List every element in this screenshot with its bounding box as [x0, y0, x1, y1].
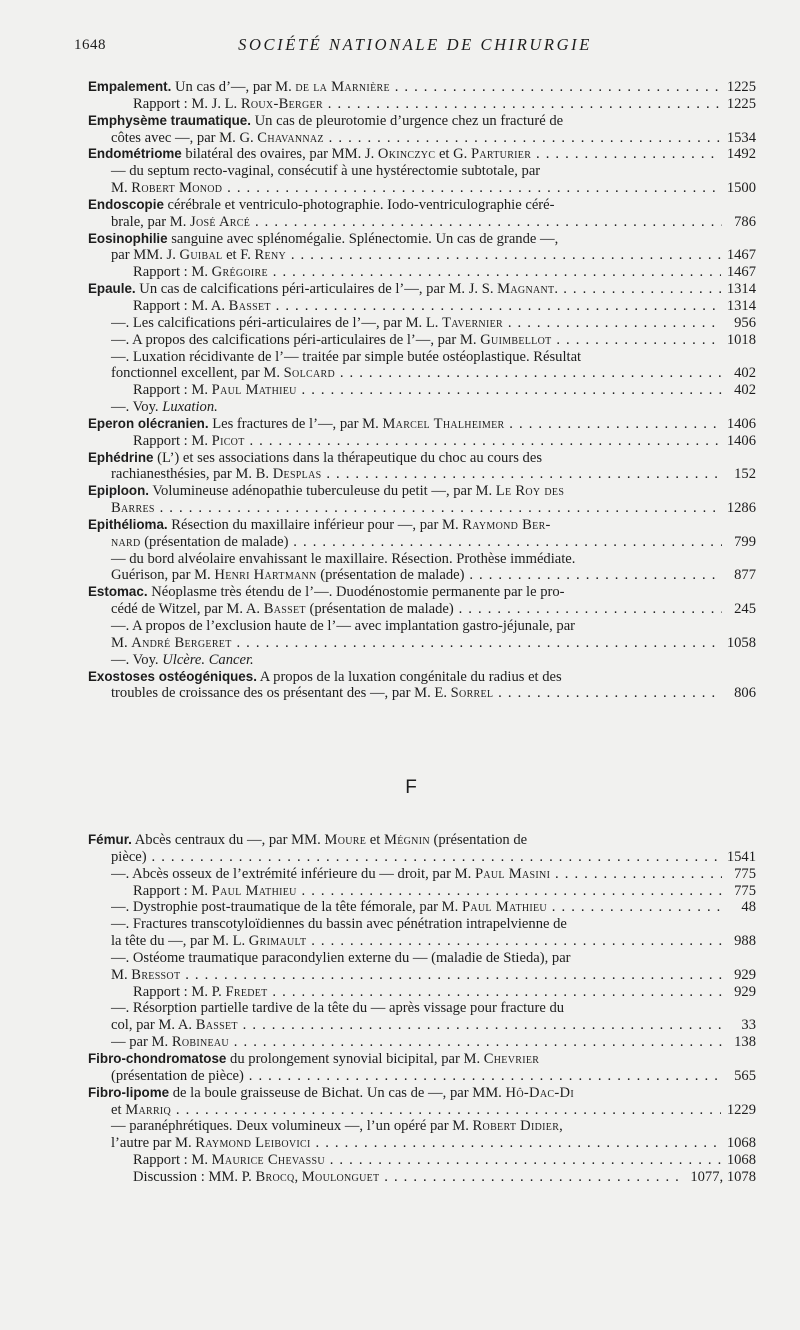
entry-text: cédé de Witzel, par M. A.: [111, 601, 264, 618]
page-reference: 152: [734, 466, 756, 483]
author-name: Chevrier: [483, 1050, 540, 1067]
index-line: [88, 315, 756, 332]
page-reference: 799: [734, 533, 756, 550]
author-name: Roux-Berger: [240, 95, 323, 112]
entry-text: — du bord alvéolaire envahissant le maxillaire. Résection. Prothèse immédiate.: [111, 550, 576, 567]
index-entry-eperon: [88, 416, 756, 450]
page-number: 1648: [74, 37, 106, 53]
index-line: [88, 399, 756, 416]
index-line: [88, 1034, 756, 1051]
entry-headword: Fibro-lipome: [88, 1084, 170, 1100]
entry-headword: Emphysème traumatique.: [88, 112, 251, 128]
entry-text: et F.: [222, 247, 255, 264]
author-name: Basset: [228, 297, 271, 314]
author-name: Henri Hartmann: [214, 567, 317, 584]
index-entry-ephedrine: [88, 450, 756, 484]
entry-text: (présentation de pièce): [111, 1067, 244, 1084]
entry-text: Guérison, par M.: [111, 567, 215, 584]
entry-text: rachianesthésies, par M. B.: [111, 466, 273, 483]
entry-text: (L’) et ses associations dans la thérapeutique du choc au cours des: [153, 449, 542, 466]
entry-text: Rapport : M.: [133, 1152, 212, 1169]
page-reference: 1225: [726, 95, 756, 112]
entry-headword: Empalement.: [88, 79, 172, 94]
entry-text: — paranéphrétiques. Deux volumineux —, l’un opéré par M.: [111, 1118, 473, 1135]
index-line: [88, 916, 756, 933]
entry-text: —. Abcès osseux de l’extrémité inférieure du — droit, par M.: [111, 865, 475, 882]
entry-text: —. Voy.: [111, 651, 163, 668]
entry-headword: Endoscopie: [88, 196, 164, 212]
index-line: [88, 1085, 756, 1102]
page-reference: 877: [734, 567, 756, 584]
page-reference: 1077, 1078: [690, 1168, 756, 1185]
entry-text: Un cas d’—, par M.: [171, 79, 296, 95]
author-name: Marcel Thalheimer: [382, 415, 505, 432]
author-name: Guimbellot: [480, 331, 552, 348]
entry-text: Discussion : MM. P.: [133, 1168, 256, 1185]
page-reference: 988: [734, 933, 756, 950]
entry-text: —. Les calcifications péri-articulaires de l’—, par M. L.: [111, 314, 443, 331]
entry-headword: Epithélioma.: [88, 516, 168, 532]
page-reference: 1225: [726, 79, 756, 95]
author-name: Chavannaz: [257, 129, 324, 146]
entry-text: — du septum recto-vaginal, consécutif à une hystérectomie subtotale, par: [111, 163, 541, 180]
page-reference: 33: [741, 1017, 756, 1034]
index-line: [88, 883, 756, 900]
index-line: [88, 517, 756, 534]
index-line: [88, 214, 756, 231]
entry-headword: Exostoses ostéogéniques.: [88, 668, 257, 684]
index-line: [88, 652, 756, 669]
entry-text: Les fractures de l’—, par M.: [208, 415, 383, 432]
entry-headword: Epiploon.: [88, 483, 149, 499]
author-name: Bressot: [131, 966, 181, 983]
index-line: [88, 1017, 756, 1034]
author-name: André Bergeret: [131, 634, 232, 651]
page-reference: 1541: [726, 848, 756, 865]
author-name: Basset: [263, 601, 306, 618]
page-reference: 1018: [726, 331, 756, 348]
entry-text: fonctionnel excellent, par M.: [111, 365, 284, 382]
entry-headword: Eosinophilie: [88, 230, 168, 246]
page-reference: 1406: [726, 415, 756, 432]
entry-text: de la boule graisseuse de Bichat. Un cas de —, par MM.: [169, 1084, 506, 1101]
index-line: [88, 1102, 756, 1119]
entry-headword: Estomac.: [88, 584, 148, 600]
index-line: [88, 298, 756, 315]
index-line: [88, 332, 756, 349]
entry-text: Rapport : M.: [133, 264, 212, 281]
page-reference: 1406: [726, 432, 756, 449]
running-title: SOCIÉTÉ NATIONALE DE CHIRURGIE: [238, 35, 592, 54]
entry-headword: Endométriome: [88, 146, 182, 162]
index-line: [88, 584, 756, 601]
entry-text: Un cas de calcifications péri-articulaires de l’—, par M. J. S.: [135, 281, 498, 298]
entry-text: par MM. J.: [111, 247, 180, 264]
entry-text: (présentation de malade): [316, 567, 465, 584]
entry-headword: Ephédrine: [88, 449, 154, 465]
entry-text: M.: [111, 634, 132, 651]
page-reference: 565: [734, 1067, 756, 1084]
page-reference: 1467: [726, 264, 756, 281]
index-line: [88, 866, 756, 883]
index-line: [88, 79, 756, 96]
section-letter: F: [405, 777, 417, 798]
author-name: Basset: [195, 1017, 238, 1034]
page-reference: 956: [734, 314, 756, 331]
index-line: [88, 984, 756, 1001]
author-name: Le Roy des: [495, 483, 565, 500]
entry-text: Résection du maxillaire inférieur pour —, par M.: [167, 516, 463, 533]
index-line: [88, 1051, 756, 1068]
index-line: [88, 832, 756, 849]
entry-text: A propos de la luxation congénitale du radius et des: [256, 668, 562, 685]
index-line: [88, 264, 756, 281]
index-line: [88, 231, 756, 248]
entry-text: Rapport : M.: [133, 432, 212, 449]
page-reference: 775: [734, 882, 756, 899]
author-name: Grégoire: [211, 264, 268, 281]
page-reference: 1229: [726, 1101, 756, 1118]
author-name: Guibal: [179, 247, 223, 264]
index-line: [88, 281, 756, 298]
page-reference: 402: [734, 365, 756, 382]
index-line: [88, 466, 756, 483]
entry-text: ,: [294, 1168, 302, 1185]
author-name: Reny: [254, 247, 286, 264]
index-line: [88, 416, 756, 433]
author-name: Okinczyc: [377, 146, 436, 163]
entry-headword: Fémur.: [88, 832, 132, 847]
author-name: Robineau: [171, 1034, 229, 1051]
index-line: [88, 1118, 756, 1135]
entry-text: —. Luxation récidivante de l’— traitée par simple butée ostéoplastique. Résultat: [111, 348, 582, 365]
page-reference: 775: [734, 865, 756, 882]
entry-text: la tête du —, par M. L.: [111, 933, 249, 950]
entry-text: —. A propos des calcifications péri-articulaires de l’—, par M.: [111, 331, 481, 348]
index-line: [88, 247, 756, 264]
author-name: Fredet: [225, 983, 268, 1000]
author-name: Marriq: [125, 1101, 172, 1118]
index-entry-fibro-lipome: [88, 1085, 756, 1186]
entry-text: pièce): [111, 848, 147, 865]
page-reference: 1068: [726, 1152, 756, 1169]
author-name: Parturier: [470, 146, 532, 163]
index-line: [88, 933, 756, 950]
author-name: Paul Mathieu: [461, 899, 547, 916]
entry-text: — par M.: [111, 1034, 172, 1051]
index-entry-emphyseme: [88, 113, 756, 147]
page-reference: 1534: [726, 129, 756, 146]
author-name: Raymond Leibovici: [195, 1135, 311, 1152]
index-entry-empalement: [88, 79, 756, 113]
entry-text: troubles de croissance des os présentant des —, par M. E.: [111, 685, 451, 702]
entry-headword: Epaule.: [88, 281, 136, 297]
entry-text: —. Voy.: [111, 399, 163, 416]
author-name: Sorrel: [450, 685, 494, 702]
entry-text: —. A propos de l’exclusion haute de l’— avec implantation gastro-jéjunale, par: [111, 618, 576, 634]
author-name: nard: [111, 533, 141, 550]
index-line: [88, 180, 756, 197]
index-line: [88, 450, 756, 467]
index-line: [88, 130, 756, 147]
index-line: [88, 849, 756, 866]
entry-text: (présentation de: [429, 832, 528, 848]
entry-text: et G.: [435, 146, 471, 163]
page-reference: 245: [734, 601, 756, 618]
author-name: Robert Monod: [131, 180, 223, 197]
index-entry-estomac: [88, 584, 756, 668]
entry-text: Volumineuse adénopathie tuberculeuse du petit —, par M.: [149, 483, 496, 500]
author-name: Paul Mathieu: [211, 382, 297, 399]
entry-text: Rapport : M. A.: [133, 297, 229, 314]
author-name: Brocq: [255, 1168, 295, 1185]
page-reference: 48: [741, 899, 756, 916]
entry-text: et: [111, 1101, 126, 1118]
author-name: Hô-Dac-Di: [505, 1084, 574, 1101]
entry-text: Un cas de pleurotomie d’urgence chez un fracturé de: [250, 112, 564, 129]
page-reference: 1058: [726, 634, 756, 651]
index-line: [88, 433, 756, 450]
index-entry-fibro-chondromatose: [88, 1051, 756, 1085]
author-name: Grimault: [248, 933, 307, 950]
entry-text: (présentation de malade): [140, 533, 289, 550]
author-name: Mégnin: [383, 832, 430, 848]
index-entry-epithelioma: [88, 517, 756, 584]
author-name: Barres: [111, 500, 155, 517]
entry-text: —. Résorption partielle tardive de la tête du — après vissage pour fracture du: [111, 1000, 565, 1017]
entry-text: du prolongement synovial bicipital, par M.: [226, 1050, 484, 1067]
page-reference: 1492: [726, 146, 756, 163]
page-reference: 929: [734, 966, 756, 983]
entry-text: M.: [111, 180, 132, 197]
author-name: Moure: [324, 832, 367, 848]
entry-text: —. Fractures transcotyloïdiennes du bassin avec pénétration intrapelvienne de: [111, 916, 567, 933]
page-reference: 1314: [726, 297, 756, 314]
index-entry-endoscopie: [88, 197, 756, 231]
index-line: [88, 967, 756, 984]
page-reference: 1314: [726, 281, 756, 298]
cross-reference: Luxation.: [162, 399, 218, 416]
index-line: [88, 1000, 756, 1017]
entry-text: —. Ostéome traumatique paracondylien externe du — (maladie de Stieda), par: [111, 949, 571, 966]
author-name: Picot: [211, 432, 245, 449]
author-name: Tavernier: [442, 314, 503, 331]
author-name: de la Marnière: [295, 79, 390, 95]
entry-text: Rapport : M. J. L.: [133, 95, 241, 112]
index-line: [88, 685, 756, 702]
page-reference: 1467: [726, 247, 756, 264]
index-line: [88, 483, 756, 500]
index-line: [88, 899, 756, 916]
index-line: [88, 534, 756, 551]
page-reference: 402: [734, 382, 756, 399]
index-line: [88, 500, 756, 517]
author-name: Paul Masini: [474, 865, 551, 882]
author-name: Desplas: [272, 466, 322, 483]
index-entry-epaule: [88, 281, 756, 416]
entry-text: sanguine avec splénomégalie. Splénectomie. Un cas de grande —,: [167, 230, 559, 247]
index-line: [88, 113, 756, 130]
index-line: [88, 146, 756, 163]
author-name: Solcard: [283, 365, 335, 382]
entry-text: (présentation de malade): [305, 601, 454, 618]
index-entry-exostoses: [88, 669, 756, 703]
index-entry-endometriome: [88, 146, 756, 197]
author-name: José Arcé: [190, 213, 251, 230]
page-reference: 1500: [726, 180, 756, 197]
index-list-e: [88, 79, 756, 702]
index-line: [88, 382, 756, 399]
page-reference: 806: [734, 685, 756, 702]
author-name: Maurice Chevassu: [211, 1152, 325, 1169]
entry-text: col, par M. A.: [111, 1017, 196, 1034]
index-line: [88, 618, 756, 635]
entry-text: Rapport : M.: [133, 882, 212, 899]
entry-text: bilatéral des ovaires, par MM. J.: [181, 146, 378, 163]
index-line: [88, 950, 756, 967]
index-line: [88, 635, 756, 652]
index-line: [88, 163, 756, 180]
entry-headword: Eperon olécranien.: [88, 415, 209, 431]
entry-text: brale, par M.: [111, 213, 191, 230]
index-line: [88, 349, 756, 366]
index-entry-eosinophilie: [88, 231, 756, 282]
author-name: Magnant.: [497, 281, 559, 298]
entry-text: et: [366, 832, 384, 848]
index-line: [88, 1068, 756, 1085]
index-line: [88, 365, 756, 382]
entry-text: côtes avec —, par M. G.: [111, 129, 258, 146]
index-line: [88, 669, 756, 686]
author-name: Paul Mathieu: [211, 882, 297, 899]
author-name: Raymond Ber-: [462, 516, 551, 533]
index-line: [88, 601, 756, 618]
entry-text: Néoplasme très étendu de l’—. Duodénostomie permanente par le pro-: [147, 584, 565, 601]
entry-text: l’autre par M.: [111, 1135, 196, 1152]
entry-text: Abcès centraux du —, par MM.: [131, 832, 325, 848]
entry-text: Rapport : M.: [133, 382, 212, 399]
page-reference: 1068: [726, 1135, 756, 1152]
index-line: [88, 567, 756, 584]
index-entry-femur: [88, 832, 756, 1051]
author-name: Robert Didier,: [472, 1118, 564, 1135]
index-line: [88, 197, 756, 214]
entry-headword: Fibro-chondromatose: [88, 1050, 227, 1066]
index-list-f: [88, 832, 756, 1186]
entry-text: Rapport : M. P.: [133, 983, 226, 1000]
page-reference: 786: [734, 213, 756, 230]
index-line: [88, 1135, 756, 1152]
index-line: [88, 1152, 756, 1169]
index-line: [88, 96, 756, 113]
author-name: Moulonguet: [301, 1168, 380, 1185]
cross-reference: Ulcère. Cancer.: [162, 651, 254, 668]
page-reference: 929: [734, 983, 756, 1000]
index-line: [88, 1169, 756, 1186]
entry-text: M.: [111, 966, 132, 983]
index-line: [88, 551, 756, 568]
page-reference: 138: [734, 1034, 756, 1051]
entry-text: cérébrale et ventriculo-photographie. Iodo-ventriculographie céré-: [163, 196, 555, 213]
index-entry-epiploon: [88, 483, 756, 517]
page-reference: 1286: [726, 500, 756, 517]
entry-text: —. Dystrophie post-traumatique de la tête fémorale, par M.: [111, 899, 462, 916]
